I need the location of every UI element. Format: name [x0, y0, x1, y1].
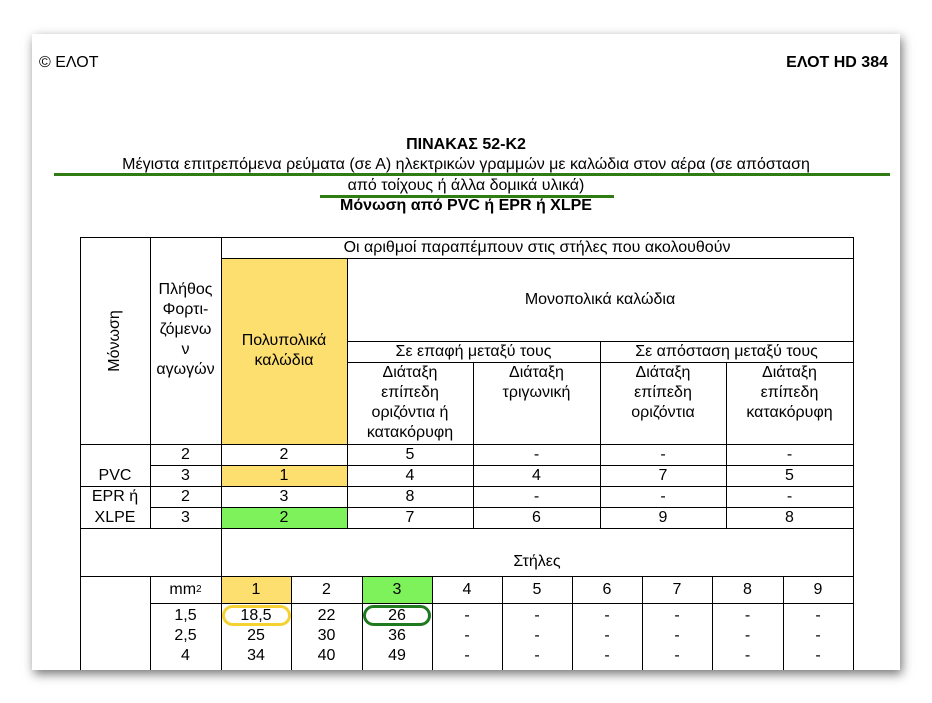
current-value: - [604, 647, 610, 664]
grid-line [473, 362, 474, 528]
current-value: - [815, 607, 821, 624]
current-value: - [674, 607, 680, 624]
unit-mm: mm [169, 580, 197, 598]
current-value: 40 [317, 647, 336, 664]
grid-line [291, 576, 292, 670]
row3-multicore: 3 [279, 487, 289, 505]
current-value: - [744, 607, 751, 624]
row2-conductors: 3 [181, 466, 190, 484]
sub3-line-3: κατακόρυφη [746, 404, 833, 421]
current-value: - [674, 627, 680, 644]
sub0-line-2: επίπεδη [381, 384, 439, 401]
current-value: 36 [388, 627, 406, 644]
grid-line [221, 258, 854, 259]
sub2-line-2: επίπεδη [634, 384, 692, 401]
current-value: - [604, 627, 610, 644]
current-value: - [815, 647, 821, 664]
row2-trefoil: 4 [532, 466, 541, 484]
highlight-row-pvc3-multicore: 1 [221, 465, 347, 486]
column-6-header: 6 [602, 580, 612, 598]
current-value: - [744, 647, 751, 664]
current-value: 30 [317, 627, 336, 644]
row1-conductors: 2 [181, 445, 190, 463]
conductors-line-3: ζόμενω [159, 321, 212, 338]
grid-line [80, 237, 854, 238]
row3-spaced-h: - [660, 487, 666, 505]
row3-trefoil: - [533, 487, 540, 505]
grid-line [502, 576, 503, 670]
current-value: 25 [247, 627, 265, 644]
row1-spaced-h: - [660, 445, 666, 463]
grid-line [572, 576, 573, 670]
current-value: - [744, 627, 751, 644]
grid-line [150, 576, 151, 670]
insulation-line: Μόνωση από PVC ή EPR ή XLPE [340, 197, 592, 214]
insulation-header-label: Μόνωση [106, 309, 123, 372]
sub1-line-2: τριγωνική [502, 384, 571, 401]
current-value: - [464, 647, 470, 664]
size-value: 4 [181, 647, 190, 664]
xlpe-label: XLPE [94, 508, 136, 526]
grid-line [80, 528, 854, 529]
row3-conductors: 2 [181, 487, 190, 505]
current-value: 18,5 [240, 607, 272, 624]
conductors-line-2: Φορτι- [162, 301, 209, 318]
highlight-ring-yellow [222, 605, 291, 626]
sub-header-flat-h [600, 363, 726, 423]
refs-header: Οι αριθμοί παραπέμπουν στις στήλες που ακολουθούν [343, 238, 731, 256]
size-column [150, 606, 221, 666]
row1-spaced-v: - [786, 445, 793, 463]
current-value: - [534, 647, 540, 664]
current-value: - [464, 607, 470, 624]
row1-flat: 5 [405, 445, 415, 463]
document-page [32, 34, 900, 670]
grid-line [362, 576, 363, 670]
grid-line [853, 237, 854, 670]
grid-line [783, 576, 784, 670]
sub0-line-4: κατακόρυφη [366, 424, 454, 441]
table-subtitle-line2: από τοίχους ή άλλα δομικά υλικά) [347, 177, 585, 194]
row2-spaced-h: 7 [658, 466, 668, 484]
table-title: ΠΙΝΑΚΑΣ 52-Κ2 [406, 136, 526, 153]
sub2-line-3: οριζόντια [631, 404, 695, 421]
singlecore-header: Μονοπολικά καλώδια [524, 290, 676, 308]
multicore-header-cell [221, 258, 347, 444]
grid-line [80, 237, 81, 670]
size-value: 2,5 [174, 627, 197, 644]
current-value: - [604, 607, 610, 624]
row1-multicore: 2 [279, 445, 289, 463]
current-column-9 [783, 606, 853, 666]
grid-line [642, 576, 643, 670]
size-value: 1,5 [174, 607, 197, 624]
current-value: - [534, 607, 540, 624]
multicore-line-2: καλώδια [254, 352, 314, 369]
column-4-header: 4 [462, 580, 472, 598]
row3-flat: 8 [405, 487, 415, 505]
column-5-header: 5 [532, 580, 542, 598]
grid-line [150, 465, 854, 466]
current-column-6 [572, 606, 642, 666]
current-column-8 [712, 606, 783, 666]
grid-line [80, 444, 854, 445]
row4-conductors: 3 [181, 508, 190, 526]
highlight-ring-green [363, 605, 431, 626]
copyright-label: © ΕΛΟΤ [39, 54, 99, 71]
row4-flat: 7 [405, 508, 415, 526]
row4-spaced-v: 8 [785, 508, 794, 526]
epr-label: EPR ή [91, 487, 139, 505]
sub1-line-1: Διάταξη [509, 364, 564, 381]
column-9-header: 9 [813, 580, 823, 598]
conductors-line-5: αγωγών [156, 361, 215, 378]
current-column-4 [432, 606, 502, 666]
current-value: - [815, 627, 821, 644]
row2-flat: 4 [405, 466, 415, 484]
touching-header: Σε επαφή μεταξύ τους [395, 342, 552, 360]
conductors-header-cell [150, 280, 221, 380]
current-value: 22 [317, 607, 336, 624]
current-column-5 [502, 606, 572, 666]
unit-cell [150, 576, 221, 603]
sub2-line-1: Διάταξη [635, 364, 691, 381]
row4-trefoil: 6 [532, 508, 541, 526]
current-value: 26 [388, 607, 406, 624]
multicore-line-1: Πολυπολικά [241, 332, 327, 349]
sub0-line-1: Διάταξη [382, 364, 438, 381]
current-value: 34 [247, 647, 265, 664]
pvc-label: PVC [98, 466, 132, 484]
sub-header-flat-hv [347, 363, 473, 443]
grid-line [221, 237, 222, 670]
conductors-line-4: ν [181, 341, 190, 358]
row4-spaced-h: 9 [658, 508, 668, 526]
current-value: - [464, 627, 470, 644]
sub-header-trefoil [473, 363, 600, 403]
columns-label: Στήλες [513, 553, 561, 570]
insulation-header-cell [80, 237, 150, 444]
current-column-7 [642, 606, 712, 666]
sub-header-flat-v [726, 363, 853, 423]
column-1-header: 1 [221, 576, 291, 603]
column-3-header: 3 [362, 576, 432, 603]
grid-line [712, 576, 713, 670]
standard-code: ΕΛΟΤ HD 384 [786, 54, 888, 71]
row3-spaced-v: - [786, 487, 793, 505]
sub3-line-2: επίπεδη [760, 384, 819, 401]
column-8-header: 8 [743, 580, 752, 598]
current-value: 49 [388, 647, 406, 664]
current-value: - [534, 627, 540, 644]
grid-line [80, 576, 854, 577]
grid-line [347, 258, 348, 528]
current-column-2 [291, 606, 362, 666]
row1-trefoil: - [533, 445, 540, 463]
grid-line [150, 237, 151, 528]
grid-line [150, 507, 854, 508]
spaced-header: Σε απόσταση μεταξύ τους [635, 342, 818, 360]
conductors-line-1: Πλήθος [158, 281, 213, 298]
row2-spaced-v: 5 [785, 466, 794, 484]
highlight-row-xlpe3-multicore: 2 [221, 507, 347, 528]
current-value: - [674, 647, 680, 664]
grid-line [600, 341, 601, 528]
grid-line [432, 576, 433, 670]
grid-line [80, 486, 854, 487]
column-2-header: 2 [322, 580, 331, 598]
unit-superscript: 2 [196, 583, 202, 595]
table-subtitle-line1: Μέγιστα επιτρεπόμενα ρεύματα (σε Α) ηλεκτρικών γραμμών με καλώδια στον αέρα (σε απόσταση [122, 156, 810, 173]
column-7-header: 7 [672, 580, 682, 598]
sub0-line-3: οριζόντια ή [371, 404, 449, 421]
grid-line [726, 362, 727, 528]
sub3-line-1: Διάταξη [762, 364, 817, 381]
